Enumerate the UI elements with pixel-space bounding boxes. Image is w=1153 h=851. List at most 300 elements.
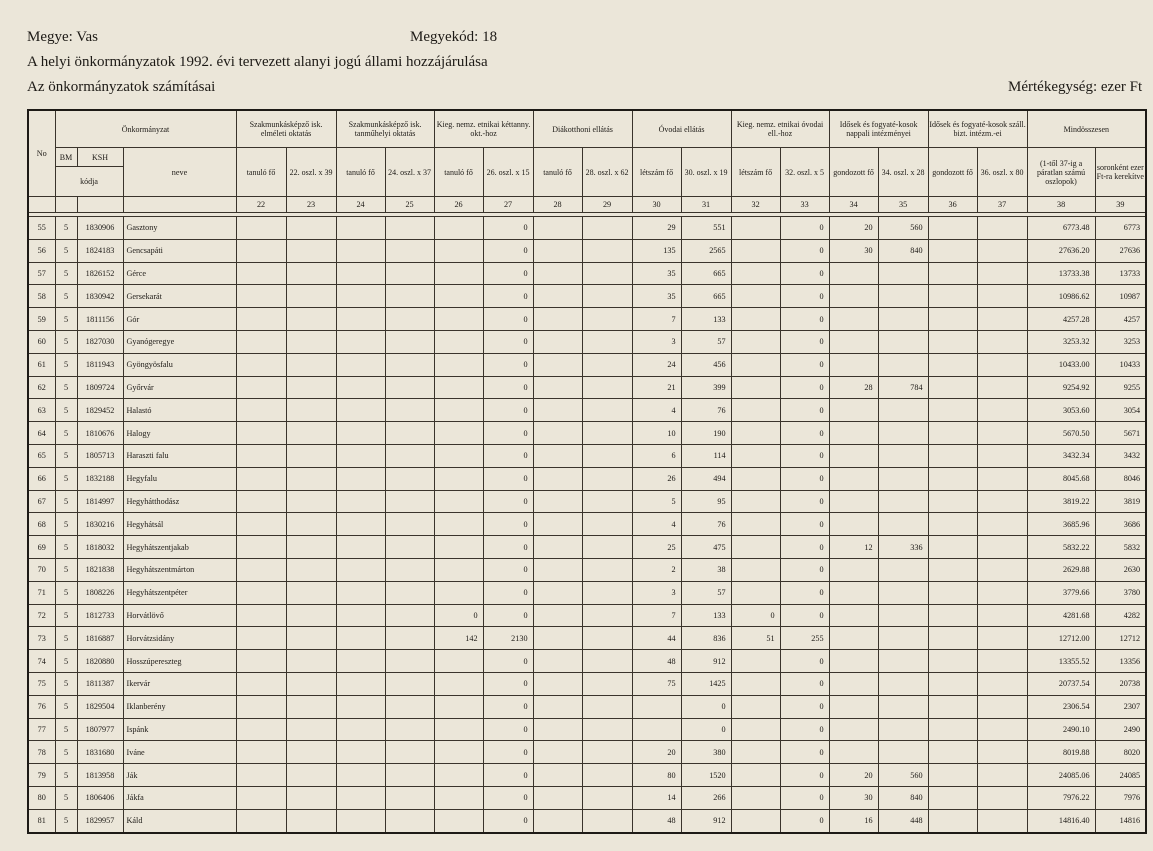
value-22 <box>236 695 286 718</box>
value-31: 114 <box>681 444 731 467</box>
value-36 <box>928 695 977 718</box>
value-33: 0 <box>780 558 829 581</box>
value-36 <box>928 786 977 809</box>
value-24 <box>336 330 385 353</box>
municipality-name: Győrvár <box>123 376 236 399</box>
bm-code: 5 <box>55 786 77 809</box>
municipality-name: Hegyhátthodász <box>123 490 236 513</box>
value-22 <box>236 490 286 513</box>
municipality-name: Hegyhátszentpéter <box>123 581 236 604</box>
bm-code: 5 <box>55 444 77 467</box>
value-39: 3819 <box>1095 490 1146 513</box>
value-30: 29 <box>632 217 681 240</box>
value-24 <box>336 558 385 581</box>
value-22 <box>236 262 286 285</box>
value-34 <box>829 627 878 650</box>
value-35 <box>878 627 928 650</box>
table-row <box>28 399 1146 422</box>
value-34 <box>829 695 878 718</box>
value-32 <box>731 581 780 604</box>
value-24 <box>336 490 385 513</box>
value-30: 25 <box>632 536 681 559</box>
value-24 <box>336 809 385 832</box>
column-number: 29 <box>582 197 632 213</box>
row-number: 56 <box>28 239 55 262</box>
table-row <box>28 786 1146 809</box>
value-23 <box>286 809 336 832</box>
row-number: 65 <box>28 444 55 467</box>
value-30: 3 <box>632 581 681 604</box>
value-29 <box>582 581 632 604</box>
value-24 <box>336 217 385 240</box>
unit-label: Mértékegység: ezer Ft <box>1008 79 1143 95</box>
value-29 <box>582 650 632 673</box>
value-23 <box>286 558 336 581</box>
value-24 <box>336 786 385 809</box>
value-37 <box>977 627 1027 650</box>
value-37 <box>977 513 1027 536</box>
municipality-name: Iváne <box>123 741 236 764</box>
value-36 <box>928 308 977 331</box>
municipality-name: Hegyhátszentmárton <box>123 558 236 581</box>
row-number: 76 <box>28 695 55 718</box>
value-39: 2490 <box>1095 718 1146 741</box>
bm-code: 5 <box>55 467 77 490</box>
value-23 <box>286 604 336 627</box>
ksh-code: 1821838 <box>77 558 123 581</box>
value-33: 0 <box>780 444 829 467</box>
value-30: 48 <box>632 650 681 673</box>
value-34 <box>829 718 878 741</box>
value-28 <box>533 330 582 353</box>
value-27: 0 <box>483 239 533 262</box>
value-29 <box>582 558 632 581</box>
value-28 <box>533 422 582 445</box>
value-38: 9254.92 <box>1027 376 1095 399</box>
value-29 <box>582 399 632 422</box>
value-35 <box>878 650 928 673</box>
row-number: 78 <box>28 741 55 764</box>
value-28 <box>533 650 582 673</box>
value-24 <box>336 604 385 627</box>
value-30: 75 <box>632 672 681 695</box>
value-27: 0 <box>483 558 533 581</box>
value-33: 0 <box>780 604 829 627</box>
value-36 <box>928 239 977 262</box>
value-25 <box>385 285 434 308</box>
row-number: 81 <box>28 809 55 832</box>
municipality-name: Gasztony <box>123 217 236 240</box>
value-26: 0 <box>434 604 483 627</box>
value-30: 20 <box>632 741 681 764</box>
bm-code: 5 <box>55 513 77 536</box>
value-27: 0 <box>483 536 533 559</box>
ksh-code: 1820880 <box>77 650 123 673</box>
value-25 <box>385 581 434 604</box>
value-35: 840 <box>878 239 928 262</box>
row-number: 58 <box>28 285 55 308</box>
value-39: 5671 <box>1095 422 1146 445</box>
column-number: 35 <box>878 197 928 213</box>
municipality-name: Gyanógeregye <box>123 330 236 353</box>
value-22 <box>236 330 286 353</box>
value-31: 475 <box>681 536 731 559</box>
ksh-code: 1811156 <box>77 308 123 331</box>
value-26 <box>434 353 483 376</box>
value-30: 2 <box>632 558 681 581</box>
value-25 <box>385 672 434 695</box>
ksh-code: 1809724 <box>77 376 123 399</box>
value-37 <box>977 741 1027 764</box>
value-37 <box>977 308 1027 331</box>
value-38: 3779.66 <box>1027 581 1095 604</box>
ksh-code: 1829452 <box>77 399 123 422</box>
value-32 <box>731 718 780 741</box>
value-28 <box>533 308 582 331</box>
municipality-name: Gérce <box>123 262 236 285</box>
value-22 <box>236 308 286 331</box>
value-25 <box>385 262 434 285</box>
value-29 <box>582 718 632 741</box>
value-29 <box>582 627 632 650</box>
value-29 <box>582 308 632 331</box>
value-27: 0 <box>483 467 533 490</box>
value-25 <box>385 786 434 809</box>
value-31: 912 <box>681 650 731 673</box>
value-25 <box>385 353 434 376</box>
table-row <box>28 239 1146 262</box>
value-26 <box>434 764 483 787</box>
value-33: 0 <box>780 262 829 285</box>
bm-code: 5 <box>55 490 77 513</box>
municipality-name: Hegyhátszentjakab <box>123 536 236 559</box>
value-39: 10987 <box>1095 285 1146 308</box>
value-24 <box>336 536 385 559</box>
value-39: 14816 <box>1095 809 1146 832</box>
row-number: 68 <box>28 513 55 536</box>
value-23 <box>286 467 336 490</box>
value-22 <box>236 604 286 627</box>
row-number: 62 <box>28 376 55 399</box>
value-34 <box>829 650 878 673</box>
value-29 <box>582 764 632 787</box>
value-27: 0 <box>483 262 533 285</box>
value-37 <box>977 467 1027 490</box>
value-23 <box>286 513 336 536</box>
value-28 <box>533 239 582 262</box>
value-26 <box>434 239 483 262</box>
value-37 <box>977 581 1027 604</box>
value-23 <box>286 536 336 559</box>
value-34 <box>829 672 878 695</box>
row-number: 67 <box>28 490 55 513</box>
value-30: 44 <box>632 627 681 650</box>
value-27: 0 <box>483 764 533 787</box>
value-25 <box>385 809 434 832</box>
value-33: 0 <box>780 786 829 809</box>
group-header: Szakmunkásképző isk. tanműhelyi oktatás <box>336 110 434 148</box>
value-24 <box>336 627 385 650</box>
subheader: tanuló fő <box>434 148 483 197</box>
value-37 <box>977 786 1027 809</box>
value-37 <box>977 650 1027 673</box>
value-27: 0 <box>483 376 533 399</box>
table-row <box>28 376 1146 399</box>
municipality-name: Iklanberény <box>123 695 236 718</box>
value-27: 0 <box>483 308 533 331</box>
value-39: 6773 <box>1095 217 1146 240</box>
value-37 <box>977 376 1027 399</box>
value-23 <box>286 217 336 240</box>
bm-code: 5 <box>55 536 77 559</box>
value-25 <box>385 695 434 718</box>
value-22 <box>236 741 286 764</box>
value-34 <box>829 604 878 627</box>
subheader: gondozott fő <box>928 148 977 197</box>
value-22 <box>236 786 286 809</box>
column-number: 36 <box>928 197 977 213</box>
value-36 <box>928 376 977 399</box>
value-25 <box>385 764 434 787</box>
value-36 <box>928 604 977 627</box>
value-25 <box>385 490 434 513</box>
value-33: 0 <box>780 513 829 536</box>
value-39: 4257 <box>1095 308 1146 331</box>
value-38: 3432.34 <box>1027 444 1095 467</box>
value-36 <box>928 627 977 650</box>
value-24 <box>336 285 385 308</box>
value-31: 2565 <box>681 239 731 262</box>
group-header: Idősek és fogyaté-kosok száll. bizt. intézm.-ei <box>928 110 1027 148</box>
subheader: 24. oszl. x 37 <box>385 148 434 197</box>
value-39: 24085 <box>1095 764 1146 787</box>
value-32 <box>731 536 780 559</box>
value-28 <box>533 786 582 809</box>
value-36 <box>928 217 977 240</box>
value-27: 0 <box>483 217 533 240</box>
value-28 <box>533 718 582 741</box>
value-24 <box>336 672 385 695</box>
table-row <box>28 558 1146 581</box>
row-number: 61 <box>28 353 55 376</box>
row-number: 75 <box>28 672 55 695</box>
value-26 <box>434 695 483 718</box>
value-23 <box>286 581 336 604</box>
value-30: 6 <box>632 444 681 467</box>
value-23 <box>286 627 336 650</box>
value-37 <box>977 764 1027 787</box>
value-31: 665 <box>681 285 731 308</box>
value-23 <box>286 353 336 376</box>
value-29 <box>582 330 632 353</box>
value-35 <box>878 581 928 604</box>
value-38: 4281.68 <box>1027 604 1095 627</box>
value-27: 0 <box>483 809 533 832</box>
value-28 <box>533 467 582 490</box>
ksh-header: KSH <box>77 148 123 167</box>
value-32 <box>731 285 780 308</box>
value-23 <box>286 308 336 331</box>
value-35 <box>878 444 928 467</box>
ksh-code: 1830942 <box>77 285 123 308</box>
value-30: 135 <box>632 239 681 262</box>
colnum-blank <box>28 197 55 213</box>
value-27: 0 <box>483 741 533 764</box>
municipality-name: Gór <box>123 308 236 331</box>
subheader: tanuló fő <box>236 148 286 197</box>
value-22 <box>236 285 286 308</box>
value-33: 0 <box>780 376 829 399</box>
value-28 <box>533 353 582 376</box>
value-28 <box>533 217 582 240</box>
value-37 <box>977 604 1027 627</box>
value-34 <box>829 581 878 604</box>
value-25 <box>385 399 434 422</box>
group-header: Kieg. nemz. etnikai óvodai ell.-hoz <box>731 110 829 148</box>
value-31: 133 <box>681 308 731 331</box>
value-26 <box>434 490 483 513</box>
value-28 <box>533 627 582 650</box>
value-28 <box>533 558 582 581</box>
table-row <box>28 308 1146 331</box>
column-number: 27 <box>483 197 533 213</box>
value-27: 0 <box>483 604 533 627</box>
value-29 <box>582 604 632 627</box>
value-33: 0 <box>780 718 829 741</box>
ksh-code: 1829957 <box>77 809 123 832</box>
value-23 <box>286 444 336 467</box>
value-24 <box>336 422 385 445</box>
value-29 <box>582 217 632 240</box>
bm-code: 5 <box>55 308 77 331</box>
column-number: 22 <box>236 197 286 213</box>
table-row <box>28 650 1146 673</box>
name-header: neve <box>123 148 236 197</box>
table-row <box>28 627 1146 650</box>
value-34 <box>829 490 878 513</box>
row-number: 69 <box>28 536 55 559</box>
bm-code: 5 <box>55 353 77 376</box>
value-30: 7 <box>632 604 681 627</box>
value-24 <box>336 239 385 262</box>
value-31: 266 <box>681 786 731 809</box>
value-27: 0 <box>483 718 533 741</box>
row-number: 66 <box>28 467 55 490</box>
value-37 <box>977 809 1027 832</box>
value-27: 0 <box>483 490 533 513</box>
value-32 <box>731 809 780 832</box>
value-39: 27636 <box>1095 239 1146 262</box>
ksh-code: 1813958 <box>77 764 123 787</box>
value-23 <box>286 650 336 673</box>
column-number: 38 <box>1027 197 1095 213</box>
value-25 <box>385 330 434 353</box>
value-31: 76 <box>681 399 731 422</box>
value-23 <box>286 490 336 513</box>
row-number: 71 <box>28 581 55 604</box>
value-29 <box>582 285 632 308</box>
value-31: 380 <box>681 741 731 764</box>
ksh-code: 1807977 <box>77 718 123 741</box>
value-38: 10986.62 <box>1027 285 1095 308</box>
value-33: 0 <box>780 490 829 513</box>
value-24 <box>336 376 385 399</box>
value-38: 8045.68 <box>1027 467 1095 490</box>
ksh-code: 1812733 <box>77 604 123 627</box>
value-36 <box>928 330 977 353</box>
value-24 <box>336 741 385 764</box>
row-number: 60 <box>28 330 55 353</box>
municipality-name: Ikervár <box>123 672 236 695</box>
group-header: Mindösszesen <box>1027 110 1146 148</box>
value-27: 2130 <box>483 627 533 650</box>
value-33: 0 <box>780 285 829 308</box>
value-35 <box>878 604 928 627</box>
municipality-name: Hosszúpereszteg <box>123 650 236 673</box>
value-30: 48 <box>632 809 681 832</box>
value-33: 0 <box>780 809 829 832</box>
value-29 <box>582 262 632 285</box>
value-32 <box>731 695 780 718</box>
row-number: 59 <box>28 308 55 331</box>
value-38: 27636.20 <box>1027 239 1095 262</box>
value-32 <box>731 467 780 490</box>
value-38: 4257.28 <box>1027 308 1095 331</box>
value-36 <box>928 581 977 604</box>
value-37 <box>977 672 1027 695</box>
value-32 <box>731 741 780 764</box>
value-22 <box>236 467 286 490</box>
ksh-code: 1830216 <box>77 513 123 536</box>
table-row <box>28 285 1146 308</box>
bm-code: 5 <box>55 262 77 285</box>
value-33: 255 <box>780 627 829 650</box>
value-38: 14816.40 <box>1027 809 1095 832</box>
value-26: 142 <box>434 627 483 650</box>
value-25 <box>385 513 434 536</box>
value-28 <box>533 399 582 422</box>
municipality-name: Jákfa <box>123 786 236 809</box>
document-title: A helyi önkormányzatok 1992. évi tervezett alanyi jogú állami hozzájárulása <box>27 54 488 70</box>
value-22 <box>236 239 286 262</box>
value-24 <box>336 764 385 787</box>
value-23 <box>286 376 336 399</box>
table-row <box>28 764 1146 787</box>
value-31: 665 <box>681 262 731 285</box>
value-35 <box>878 422 928 445</box>
value-34 <box>829 741 878 764</box>
value-38: 2490.10 <box>1027 718 1095 741</box>
ksh-code: 1818032 <box>77 536 123 559</box>
value-38: 3253.32 <box>1027 330 1095 353</box>
value-34 <box>829 353 878 376</box>
value-23 <box>286 718 336 741</box>
bm-header: BM <box>55 148 77 167</box>
value-26 <box>434 330 483 353</box>
value-37 <box>977 558 1027 581</box>
value-39: 8046 <box>1095 467 1146 490</box>
bm-code: 5 <box>55 718 77 741</box>
value-34: 16 <box>829 809 878 832</box>
value-27: 0 <box>483 422 533 445</box>
subheader: 30. oszl. x 19 <box>681 148 731 197</box>
value-39: 8020 <box>1095 741 1146 764</box>
value-32 <box>731 308 780 331</box>
value-26 <box>434 718 483 741</box>
ksh-code: 1810676 <box>77 422 123 445</box>
value-26 <box>434 467 483 490</box>
value-33: 0 <box>780 672 829 695</box>
